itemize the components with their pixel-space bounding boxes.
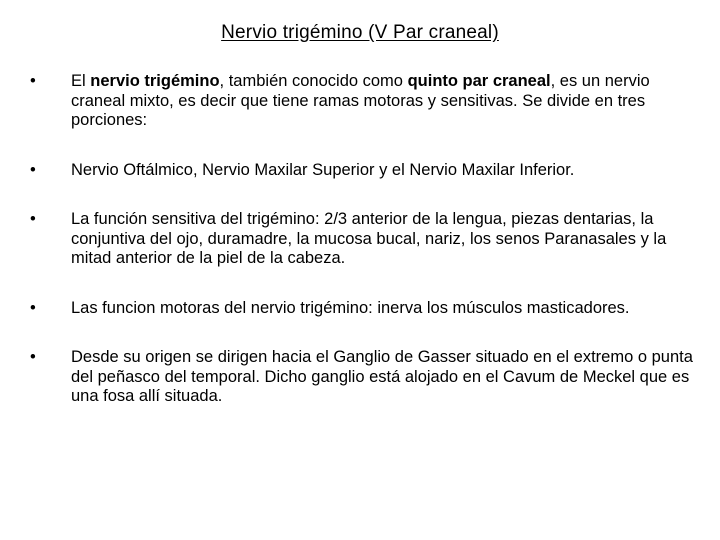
bullet-text: Nervio Oftálmico, Nervio Maxilar Superior y el Nervio Maxilar Inferior. (71, 160, 575, 179)
bullet-list (30, 72, 700, 437)
bullet-text-bold: quinto par craneal (407, 72, 551, 90)
bullet-marker: • (30, 160, 36, 179)
bullet-item (30, 161, 700, 181)
bullet-text: Desde su origen se dirigen hacia el Ganglio de Gasser situado en el extremo o punta del peñasco del temporal. Dicho ganglio está alojado en el Cavum de Meckel que es una fosa allí situada. (71, 348, 693, 405)
bullet-marker: • (30, 210, 36, 228)
bullet-marker: • (30, 298, 36, 317)
bullet-text: , también conocido como (219, 72, 408, 90)
bullet-item (30, 210, 700, 269)
bullet-item (30, 299, 700, 319)
bullet-item (30, 348, 700, 407)
bullet-text: Las funcion motoras del nervio trigémino: inerva los músculos masticadores. (71, 298, 630, 317)
bullet-text: El (71, 72, 91, 90)
bullet-text: La función sensitiva del trigémino: 2/3 anterior de la lengua, piezas dentarias, la conjuntiva del ojo, duramadre, la mucosa bucal, nariz, los senos Paranasales y la mitad anterior de la piel de la cabeza. (71, 210, 667, 267)
bullet-item (30, 72, 700, 131)
bullet-text: , es un nervio craneal mixto, es decir que tiene ramas motoras y sensitivas. Se divide en tres porciones: (71, 72, 650, 129)
bullet-marker: • (30, 72, 36, 90)
slide-title: Nervio trigémino (V Par craneal) (221, 22, 499, 43)
bullet-marker: • (30, 348, 36, 366)
bullet-text-bold: nervio trigémino (90, 72, 220, 90)
